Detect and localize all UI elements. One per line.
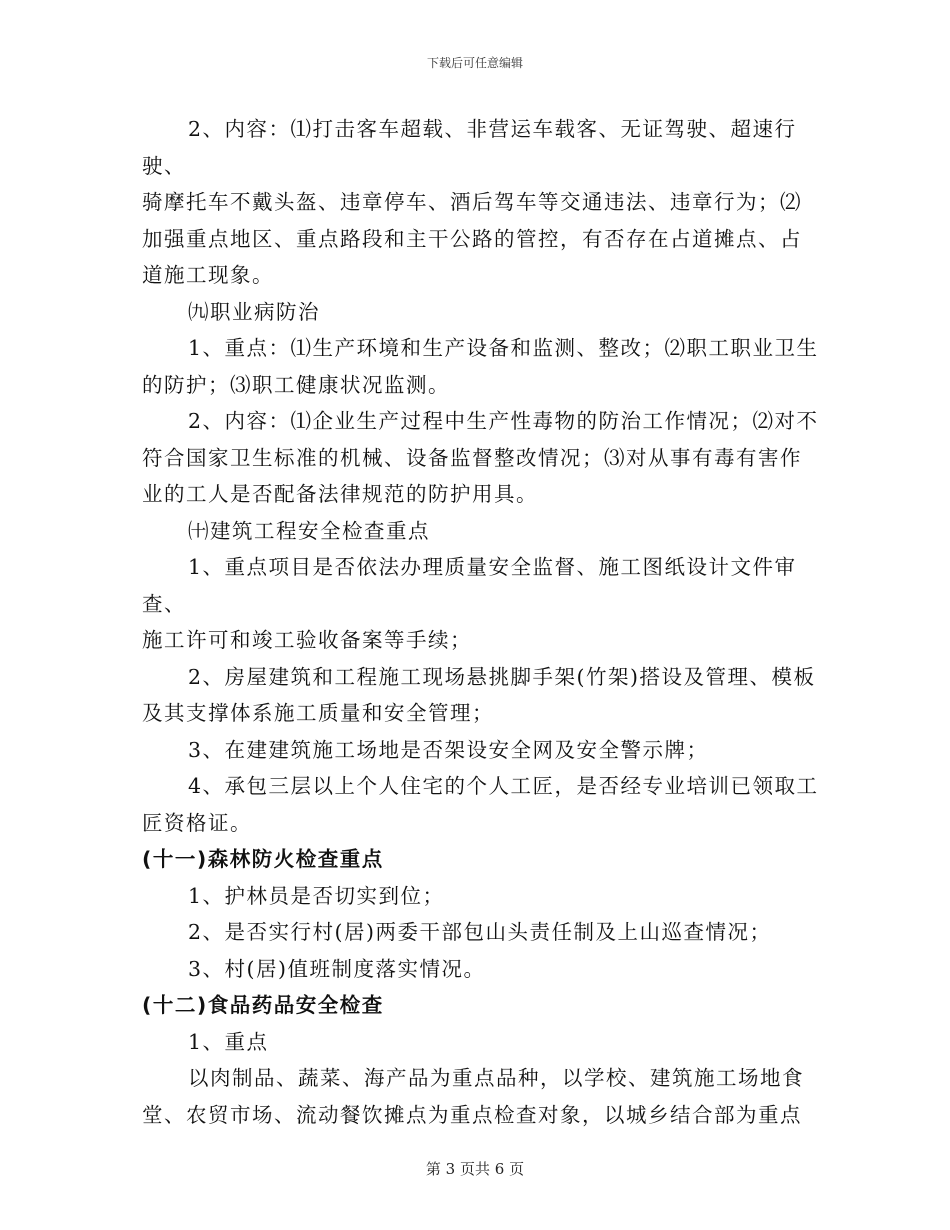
paragraph xyxy=(142,878,832,915)
text-line: 的防护；⑶职工健康状况监测。 xyxy=(142,372,450,397)
page-number-footer: 第 3 页共 6 页 xyxy=(425,1160,525,1178)
section-heading xyxy=(142,987,832,1024)
text-line: 堂、农贸市场、流动餐饮摊点为重点检查对象，以城乡结合部为重点 xyxy=(142,1102,802,1127)
text-line: 1、护林员是否切实到位； xyxy=(188,883,445,908)
text-line: 道施工现象。 xyxy=(142,263,274,287)
paragraph xyxy=(142,1060,832,1133)
text-line: ㈨职业病防治 xyxy=(188,299,320,324)
text-line: 3、村(居)值班制度落实情况。 xyxy=(188,956,486,981)
section-title xyxy=(142,294,832,331)
paragraph xyxy=(142,549,832,659)
paragraph xyxy=(142,951,832,988)
text-line: 4、承包三层以上个人住宅的个人工匠，是否经专业培训已领取工 xyxy=(188,774,819,798)
text-line: 1、重点 xyxy=(188,1029,269,1054)
text-line: 1、重点项目是否依法办理质量安全监督、施工图纸设计文件审查、 xyxy=(142,555,797,616)
section-heading xyxy=(142,841,832,878)
paragraph xyxy=(142,914,832,951)
text-line: 1、重点：⑴生产环境和生产设备和监测、整改；⑵职工职业卫生 xyxy=(188,336,819,360)
document-body xyxy=(142,111,832,1133)
text-line: 2、是否实行村(居)两委干部包山头责任制及上山巡查情况； xyxy=(188,920,772,944)
text-line: 业的工人是否配备法律规范的防护用具。 xyxy=(142,482,538,506)
text-line: (十一)森林防火检查重点 xyxy=(142,847,384,871)
paragraph xyxy=(142,1024,832,1061)
text-line: 施工许可和竣工验收备案等手续； xyxy=(142,628,472,652)
text-line: ㈩建筑工程安全检查重点 xyxy=(188,518,430,543)
text-line: 2、内容：⑴企业生产过程中生产性毒物的防治工作情况；⑵对不 xyxy=(188,409,819,433)
text-line: 3、在建建筑施工场地是否架设安全网及安全警示牌； xyxy=(188,737,709,762)
page-header: 下载后可任意编辑 xyxy=(426,56,523,70)
text-line: 2、内容：⑴打击客车超载、非营运车载客、无证驾驶、超速行驶、 xyxy=(142,117,797,178)
text-line: 骑摩托车不戴头盔、违章停车、酒后驾车等交通违法、违章行为；⑵ xyxy=(142,190,802,214)
paragraph xyxy=(142,330,832,403)
text-line: (十二)食品药品安全检查 xyxy=(142,993,384,1017)
text-line: 以肉制品、蔬菜、海产品为重点品种，以学校、建筑施工场地食 xyxy=(188,1066,804,1090)
paragraph xyxy=(142,403,832,513)
text-line: 匠资格证。 xyxy=(142,810,252,835)
text-line: 及其支撑体系施工质量和安全管理； xyxy=(142,701,494,725)
section-title xyxy=(142,513,832,550)
paragraph xyxy=(142,768,832,841)
text-line: 符合国家卫生标准的机械、设备监督整改情况；⑶对从事有毒有害作 xyxy=(142,445,802,470)
paragraph xyxy=(142,111,832,294)
paragraph xyxy=(142,659,832,732)
text-line: 2、房屋建筑和工程施工现场悬挑脚手架(竹架)搭设及管理、模板 xyxy=(188,664,816,689)
text-line: 加强重点地区、重点路段和主干公路的管控，有否存在占道摊点、占 xyxy=(142,226,802,251)
paragraph xyxy=(142,732,832,769)
